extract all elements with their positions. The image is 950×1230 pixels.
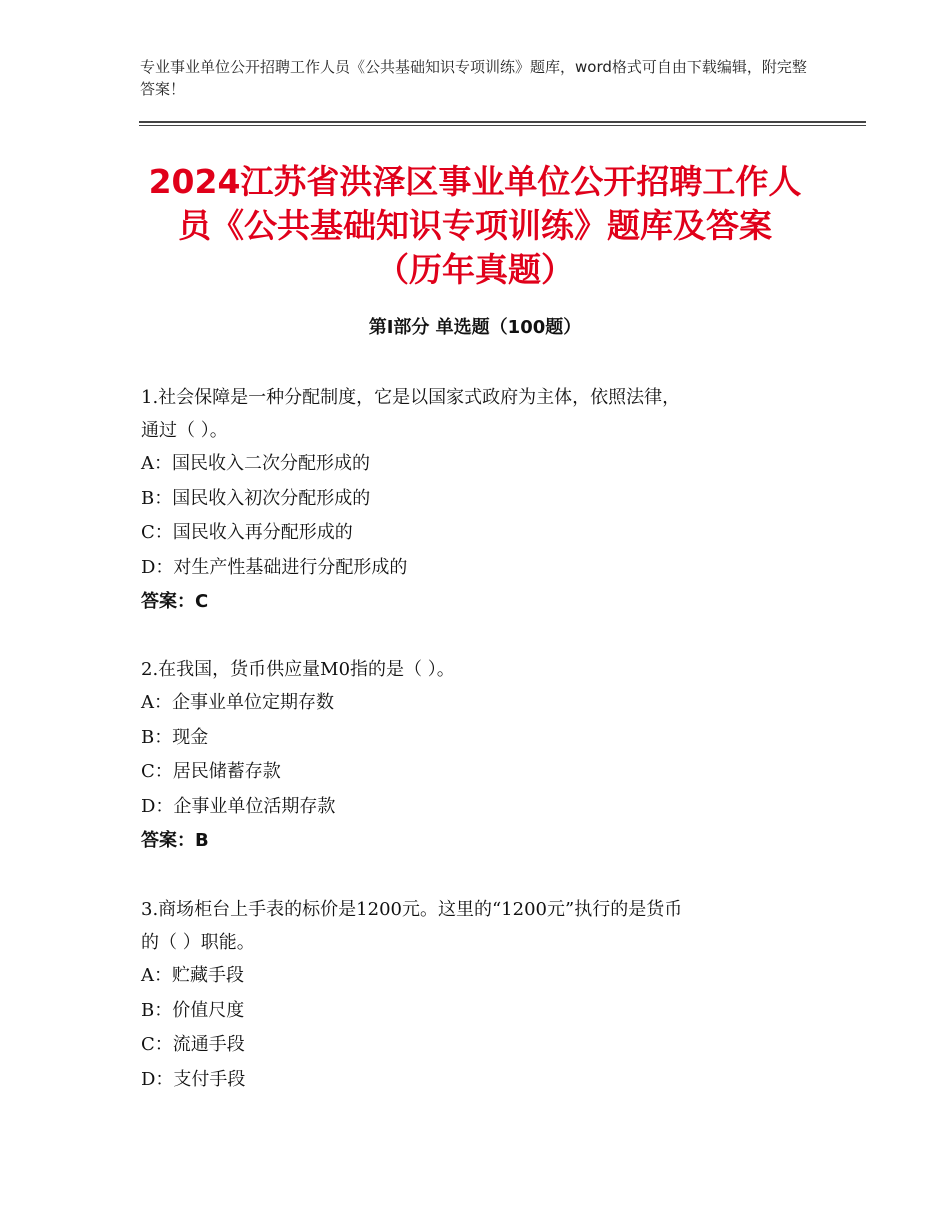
section-title: 第Ⅰ部分 单选题（100题） [368,317,582,338]
question-2 [141,653,821,858]
header-divider-thin [139,125,866,126]
document-title [100,160,850,292]
header-note: 专业事业单位公开招聘工作人员《公共基础知识专项训练》题库，word格式可自由下载编辑，附完整答案！ [140,58,807,98]
title-line-3: （历年真题） [376,250,574,289]
option-a: A：企事业单位定期存数 [141,692,334,713]
title-line-1: 2024江苏省洪泽区事业单位公开招聘工作人 [148,162,802,201]
option-b: B：现金 [141,726,209,748]
header-divider-thick [139,121,866,123]
option-b: B：价值尺度 [141,999,245,1021]
question-stem-continued: 的（ ）职能。 [141,932,255,953]
question-3 [141,893,821,1097]
answer: 答案：C [141,591,209,612]
option-d: D：支付手段 [141,1068,246,1090]
option-d: D：对生产性基础进行分配形成的 [141,556,408,578]
option-c: C：国民收入再分配形成的 [141,522,353,543]
title-line-2: 员《公共基础知识专项训练》题库及答案 [178,206,772,245]
question-1 [141,381,821,619]
answer: 答案：B [141,830,209,851]
option-b: B：国民收入初次分配形成的 [141,487,371,509]
option-a: A：贮藏手段 [141,965,244,986]
option-c: C：流通手段 [141,1034,245,1055]
question-stem: 3.商场柜台上手表的标价是1200元。这里的“1200元”执行的是货币 [141,899,683,920]
option-d: D：企事业单位活期存款 [141,795,336,817]
question-stem: 1.社会保障是一种分配制度，它是以国家式政府为主体，依照法律， [141,387,681,408]
question-stem-continued: 通过（ ）。 [141,420,228,441]
option-c: C：居民储蓄存款 [141,761,281,782]
option-a: A：国民收入二次分配形成的 [141,453,370,474]
question-stem: 2.在我国，货币供应量M0指的是（ ）。 [141,659,455,680]
